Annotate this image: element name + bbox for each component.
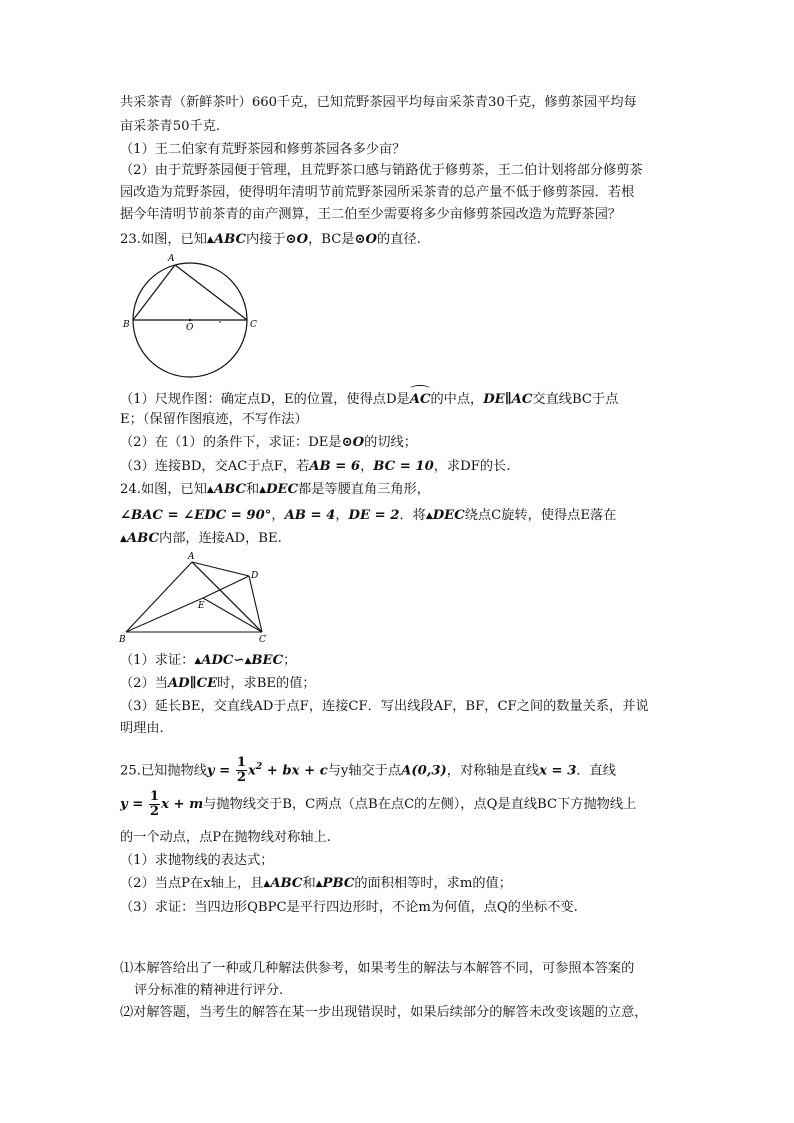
q25-part-2: （2）当点P在x轴上，且▲ABC和▲PBC的面积相等时，求m的值； <box>120 876 512 891</box>
q23-label-c: C <box>250 320 257 330</box>
q24-part-3b: 明理由. <box>120 721 164 736</box>
q23-part-2: （2）在（1）的条件下，求证：DE是⊙O的切线； <box>120 435 417 450</box>
q24-line-3: ▲ABC内部，连接AD，BE. <box>120 531 282 546</box>
q22-part-1: （1）王二伯家有荒野茶园和修剪茶园各多少亩？ <box>120 142 406 157</box>
q23-part-3: （3）连接BD，交AC于点F，若AB = 6，BC = 10，求DF的长. <box>120 459 511 474</box>
q23-side-ab <box>133 265 175 320</box>
q22-part-2c: 据今年清明节前茶青的亩产测算，王二伯至少需要将多少亩修剪茶园改造为荒野茶园？ <box>120 207 622 222</box>
q24-label-d: D <box>251 571 259 581</box>
note-1a: ⑴本解答给出了一种或几种解法供参考，如果考生的解法与本解答不同，可参照本答案的 <box>120 961 635 976</box>
q23-stem: 23.如图，已知▲ABC内接于⊙O，BC是⊙O的直径. <box>120 232 421 247</box>
note-2: ⑵对解答题，当考生的解答在某一步出现错误时，如果后续部分的解答未改变该题的立意， <box>120 1005 648 1020</box>
q25-line-3: 的一个动点，点P在抛物线对称轴上. <box>120 830 331 845</box>
q24-figure <box>118 552 278 647</box>
q25-line-2: y = $\frac{1}{2}$ x + m与抛物线交于B，C两点（点B在点C的左侧），点Q是直线BC下方抛物线上 <box>120 789 637 819</box>
q23-label-b: B <box>123 320 130 330</box>
q22-line-2: 亩采茶青50千克. <box>120 119 221 134</box>
q24-label-c: C <box>259 635 266 645</box>
q24-part-3a: （3）延长BE，交直线AD于点F，连接CF．写出线段AF，BF，CF之间的数量关系，并说 <box>120 699 649 714</box>
q25-part-1: （1）求抛物线的表达式； <box>120 853 274 868</box>
q22-part-2a: （2）由于荒野茶园便于管理，且荒野茶口感与销路优于修剪茶，王二伯计划将部分修剪茶 <box>120 163 643 178</box>
q24-stem: 24.如图，已知▲ABC和▲DEC都是等腰直角三角形， <box>120 482 430 497</box>
q22-line-1: 共采茶青（新鲜茶叶）660千克，已知荒野茶园平均每亩采茶青30千克，修剪茶园平均每 <box>120 95 637 110</box>
q24-part-2: （2）当AD∥CE时，求BE的值； <box>120 676 316 691</box>
q22-part-2b: 园改造为荒野茶园，使得明年清明节前荒野茶园所采茶青的总产量不低于修剪茶园．若根 <box>120 185 635 200</box>
q23-part-1a: （1）尺规作图：确定点D，E的位置，使得点D是 AC的中点，DE∥AC交直线BC于点 <box>120 388 618 410</box>
q25-part-3: （3）求证：当四边形QBPC是平行四边形时，不论m为何值，点Q的坐标不变. <box>120 900 578 915</box>
note-1b: 评分标准的精神进行评分. <box>134 983 284 998</box>
q23-part-1b: E；（保留作图痕迹，不写作法） <box>120 412 308 427</box>
q24-label-b: B <box>119 635 126 645</box>
q24-label-a: A <box>188 552 195 562</box>
q23-label-a: A <box>168 254 175 264</box>
q24-part-1: （1）求证：▲ADC∽▲BEC； <box>120 653 297 668</box>
q23-side-ac <box>175 265 247 320</box>
q23-figure <box>120 250 270 380</box>
q24-label-e: E <box>198 601 205 611</box>
q23-center-dot <box>189 319 192 322</box>
q25-stem: 25.已知抛物线y = $\frac{1}{2}$ $x^2$ + bx + c与y轴交于点A(0,3)，对称轴是直线x = 3．直线 <box>120 755 616 786</box>
q24-line-2: ∠BAC = ∠EDC = 90°，AB = 4，DE = 2．将▲DEC绕点C旋转，使得点E落在 <box>120 508 617 523</box>
q23-label-o: O <box>186 323 194 333</box>
